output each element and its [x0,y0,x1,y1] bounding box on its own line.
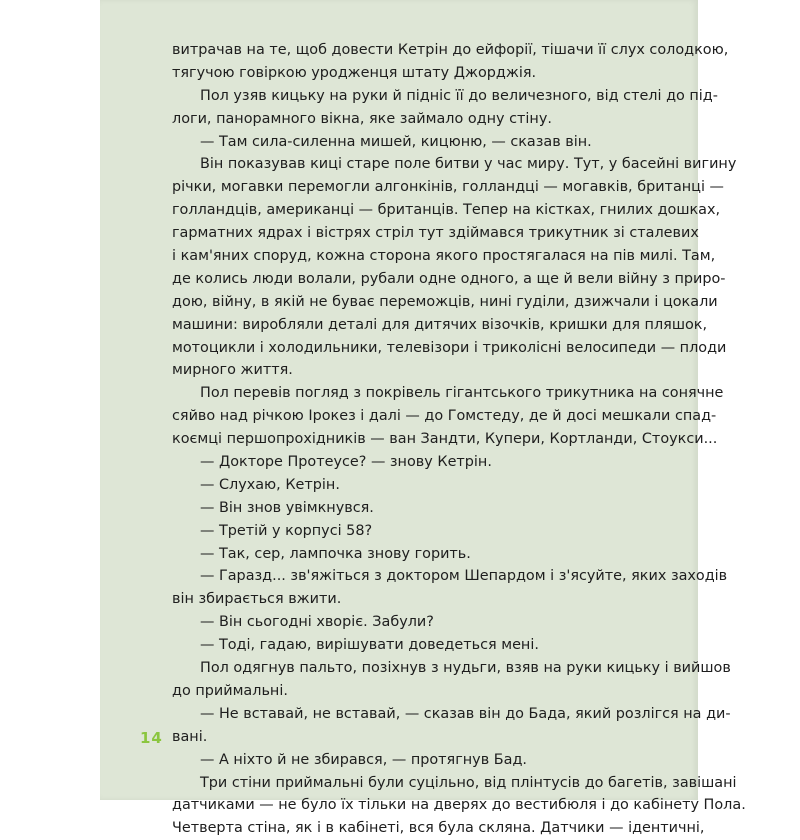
text-line: — Він сьогодні хворіє. Забули? [200,614,434,631]
text-line: — Там сила-силенна мишей, кицюню, — сказав він. [200,133,592,150]
text-line: — Гаразд... зв'яжіться з доктором Шепардом і з'ясуйте, яких заходів [200,568,728,585]
text-line: де колись люди волали, рубали одне одного, а ще й вели війну з приро- [172,270,726,287]
text-line: Пол узяв кицьку на руки й підніс її до величезного, від стелі до під- [200,87,718,104]
body-text [172,39,746,840]
text-line: і кам'яних споруд, кожна сторона якого простягалася на пів милі. Там, [172,248,716,265]
text-line: — Третій у корпусі 58? [200,522,373,539]
text-line: логи, панорамного вікна, яке займало одну стіну. [172,110,552,127]
page-number: 14 [140,729,163,747]
text-line: Він показував киці старе поле битви у час миру. Тут, у басейні вигину [200,156,737,173]
text-line: мирного життя. [172,362,293,379]
text-line: річки, могавки перемогли алгонкінів, голландці — могавків, британці — [172,179,724,196]
text-line: — Так, сер, лампочка знову горить. [200,545,471,562]
text-line: — Він знов увімкнувся. [200,499,374,516]
text-line: Пол одягнув пальто, позіхнув з нудьги, взяв на руки кицьку і вийшов [200,660,731,677]
text-line: тягучою говіркою уродженця штату Джорджія. [172,64,537,81]
text-line: голландців, американці — британців. Тепер на кістках, гнилих дошках, [172,202,721,219]
book-page [100,0,746,837]
text-line: коємці першопрохідників — ван Зандти, Купери, Кортланди, Стоукси... [172,431,718,448]
text-line: Пол перевів погляд з покрівель гігантського трикутника на сонячне [200,385,724,402]
text-line: машини: виробляли деталі для дитячих візочків, кришки для пляшок, [172,316,708,333]
text-line: дою, війну, в якій не буває переможців, нині гуділи, дзижчали і цокали [172,293,718,310]
text-line: до приймальні. [172,682,288,699]
text-line: — Тоді, гадаю, вирішувати доведеться мені. [200,637,539,654]
text-line: Три стіни приймальні були суцільно, від плінтусів до багетів, завішані [200,774,737,791]
text-line: — Докторе Протеусе? — знову Кетрін. [200,454,492,471]
text-line: Четверта стіна, як і в кабінеті, вся була скляна. Датчики — ідентичні, [172,820,705,837]
text-line: датчиками — не було їх тільки на дверях до вестибюля і до кабінету Пола. [172,797,746,814]
text-line: — А ніхто й не збирався, — протягнув Бад. [200,751,527,768]
text-line: гарматних ядрах і вістрях стріл тут здіймався трикутник зі сталевих [172,225,699,242]
text-line: він збирається вжити. [172,591,342,608]
text-line: — Слухаю, Кетрін. [200,476,340,493]
text-line: — Не вставай, не вставай, — сказав він до Бада, який розлігся на ди- [200,705,731,722]
text-line: витрачав на те, щоб довести Кетрін до ейфорії, тішачи її слух солодкою, [172,42,729,58]
text-line: мотоцикли і холодильники, телевізори і триколісні велосипеди — плоди [172,339,727,356]
text-line: сяйво над річкою Ірокез і далі — до Гомстеду, де й досі мешкали спад- [172,408,717,425]
text-line: вані. [172,728,208,745]
